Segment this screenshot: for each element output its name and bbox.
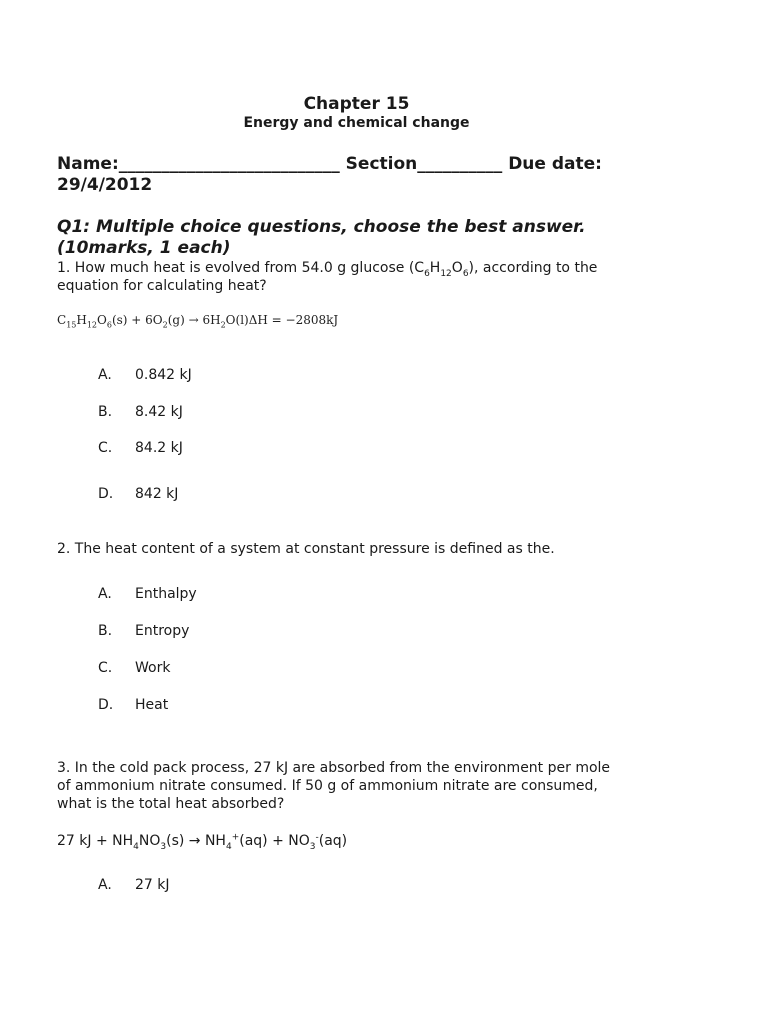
eq-o: O bbox=[97, 313, 107, 327]
q2-option-d-text: Heat bbox=[135, 697, 169, 713]
q2-option-c-text: Work bbox=[135, 660, 171, 676]
chapter-subtitle: Energy and chemical change bbox=[243, 115, 470, 131]
eq-part3: O(l)ΔH = −2808kJ bbox=[225, 313, 339, 327]
rxn-part2: NO bbox=[138, 833, 161, 849]
due-date-value: 29/4/2012 bbox=[57, 175, 153, 195]
q3-option-a-letter: A. bbox=[98, 877, 112, 893]
rxn-sub1: 4 bbox=[133, 841, 139, 852]
q1-option-b-text: 8.42 kJ bbox=[135, 404, 183, 420]
question3-line3: what is the total heat absorbed? bbox=[57, 796, 285, 812]
question3-line2: of ammonium nitrate consumed. If 50 g of ammonium nitrate are consumed, bbox=[57, 778, 598, 794]
q2-option-a-letter: A. bbox=[98, 586, 112, 602]
eq-c-sub: 15 bbox=[66, 320, 77, 330]
question1-line2: equation for calculating heat? bbox=[57, 278, 267, 294]
rxn-part3: (s) → NH bbox=[166, 833, 226, 849]
eq-h: H bbox=[76, 313, 87, 327]
rxn-sub2: 3 bbox=[160, 841, 167, 852]
eq-part1: (s) + 6O bbox=[111, 313, 163, 327]
q2-option-b-letter: B. bbox=[98, 623, 113, 639]
question2-text: 2. The heat content of a system at constant pressure is defined as the. bbox=[57, 541, 555, 557]
rxn-sub3: 4 bbox=[225, 841, 232, 852]
q1-option-a-letter: A. bbox=[98, 367, 112, 383]
q2-option-a-text: Enthalpy bbox=[135, 586, 197, 602]
q2-option-c-letter: C. bbox=[98, 660, 113, 676]
eq-h-sub: 12 bbox=[86, 320, 98, 330]
rxn-part5: (aq) bbox=[318, 833, 348, 849]
chapter-title: Chapter 15 bbox=[303, 94, 410, 114]
section-blank: __________ bbox=[417, 154, 503, 174]
eq-h2-sub: 2 bbox=[220, 320, 226, 330]
rxn-sup1: + bbox=[231, 832, 240, 843]
glucose-o-subscript: 6 bbox=[462, 268, 469, 279]
eq-o2-sub: 2 bbox=[162, 320, 168, 330]
glucose-o: O bbox=[451, 260, 463, 276]
student-info-line bbox=[57, 154, 602, 174]
glucose-h-subscript: 12 bbox=[440, 268, 452, 279]
eq-o-sub: 6 bbox=[106, 320, 112, 330]
q1-option-c-letter: C. bbox=[98, 440, 113, 456]
question1-line1 bbox=[57, 259, 597, 277]
rxn-sub4: 3 bbox=[309, 841, 316, 852]
eq-c: C bbox=[57, 313, 67, 327]
glucose-h: H bbox=[429, 260, 441, 276]
cold-pack-reaction bbox=[57, 832, 347, 850]
question1-text-pre: 1. How much heat is evolved from 54.0 g glucose (C bbox=[57, 260, 425, 276]
question1-text-post: ), according to the bbox=[468, 260, 598, 276]
eq-part2: (g) → 6H bbox=[167, 313, 221, 327]
rxn-part1: 27 kJ + NH bbox=[57, 833, 134, 849]
q1-option-a-text: 0.842 kJ bbox=[135, 367, 192, 383]
q1-option-d-letter: D. bbox=[98, 486, 114, 502]
rxn-sup2: - bbox=[315, 832, 319, 843]
q1-heading-line1: Q1: Multiple choice questions, choose the best answer. bbox=[57, 217, 586, 237]
section-label: Section bbox=[345, 154, 418, 174]
due-date-label: Due date: bbox=[508, 154, 602, 174]
rxn-part4: (aq) + NO bbox=[239, 833, 310, 849]
question3-line1: 3. In the cold pack process, 27 kJ are absorbed from the environment per mole bbox=[57, 760, 611, 776]
q1-option-d-text: 842 kJ bbox=[135, 486, 179, 502]
q1-option-b-letter: B. bbox=[98, 404, 113, 420]
q2-option-b-text: Entropy bbox=[135, 623, 190, 639]
name-label: Name: bbox=[57, 154, 119, 174]
heat-equation bbox=[57, 313, 339, 330]
q2-option-d-letter: D. bbox=[98, 697, 114, 713]
q1-heading-line2: (10marks, 1 each) bbox=[57, 238, 231, 258]
glucose-c-subscript: 6 bbox=[424, 268, 430, 279]
q3-option-a-text: 27 kJ bbox=[135, 877, 170, 893]
q1-option-c-text: 84.2 kJ bbox=[135, 440, 183, 456]
name-blank: __________________________ bbox=[118, 154, 340, 174]
